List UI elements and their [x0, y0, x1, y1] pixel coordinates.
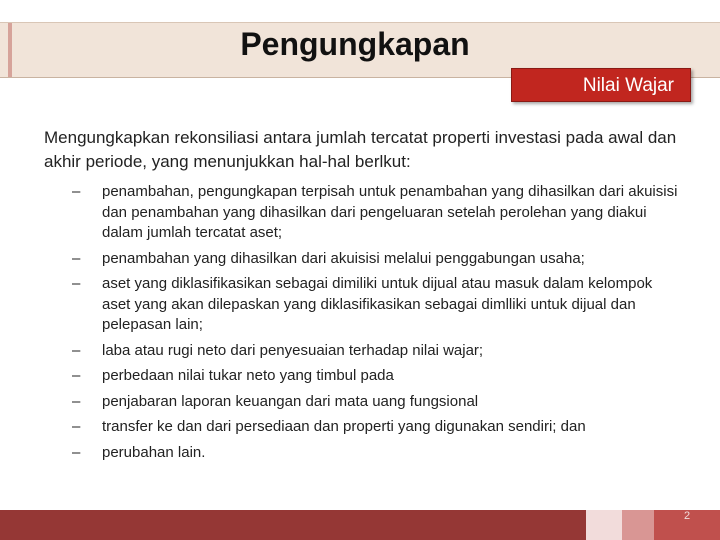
bullet-dash: –: [72, 183, 81, 200]
bullet-text: perubahan lain.: [102, 443, 206, 461]
footer-block-accent: [654, 510, 720, 540]
top-strip: [0, 0, 720, 20]
footer-block-light: [586, 510, 622, 540]
bullet-text: laba atau rugi neto dari penyesuaian terhadap nilai wajar;: [102, 341, 484, 359]
page-title: Pengungkapan: [240, 26, 470, 62]
section-badge: Nilai Wajar: [511, 68, 691, 102]
bullet-text: penambahan, pengungkapan terpisah untuk penambahan yang dihasilkan dari akuisisi dan penambahan yang dihasilkan dari pengeluaran setelah perolehan yang diakui dalam jumlah tercatat aset;: [102, 183, 678, 241]
bullet-dash: –: [72, 249, 81, 267]
bullet-text: penambahan yang dihasilkan dari akuisisi melalui penggabungan usaha;: [102, 249, 585, 267]
bullet-item: [72, 417, 684, 438]
footer-bar: [0, 510, 720, 540]
bullet-dash: –: [72, 443, 81, 461]
bullet-list: [72, 182, 684, 468]
intro-paragraph: Mengungkapkan rekonsiliasi antara jumlah tercatat properti investasi pada awal dan akhir periode, yang menunjukkan hal-hal berlkut:: [44, 128, 677, 171]
bullet-text: transfer ke dan dari persediaan dan properti yang digunakan sendiri; dan: [102, 418, 586, 435]
footer-block-mid: [622, 510, 654, 540]
bullet-dash: –: [72, 275, 81, 292]
bullet-item: [72, 249, 684, 270]
bullet-text: aset yang diklasifikasikan sebagai dimiliki untuk dijual atau masuk dalam kelompok aset yang akan dilepaskan yang diklasifikasikan sebagai dimlliki untuk dijual dan pelepasan lain;: [102, 275, 653, 333]
bullet-item: [72, 443, 684, 464]
bullet-text: penjabaran laporan keuangan dari mata uang fungsional: [102, 392, 479, 410]
bullet-item: [72, 274, 684, 336]
bullet-text: perbedaan nilai tukar neto yang timbul pada: [102, 367, 394, 384]
bullet-dash: –: [72, 367, 81, 384]
page-number: 2: [683, 510, 691, 522]
bullet-dash: –: [72, 392, 81, 410]
bullet-dash: –: [72, 418, 81, 435]
bullet-item: [72, 366, 684, 387]
footer-block-main: [0, 510, 586, 540]
bullet-item: [72, 182, 684, 244]
bullet-item: [72, 341, 684, 362]
bullet-dash: –: [72, 341, 81, 359]
bullet-item: [72, 392, 684, 413]
